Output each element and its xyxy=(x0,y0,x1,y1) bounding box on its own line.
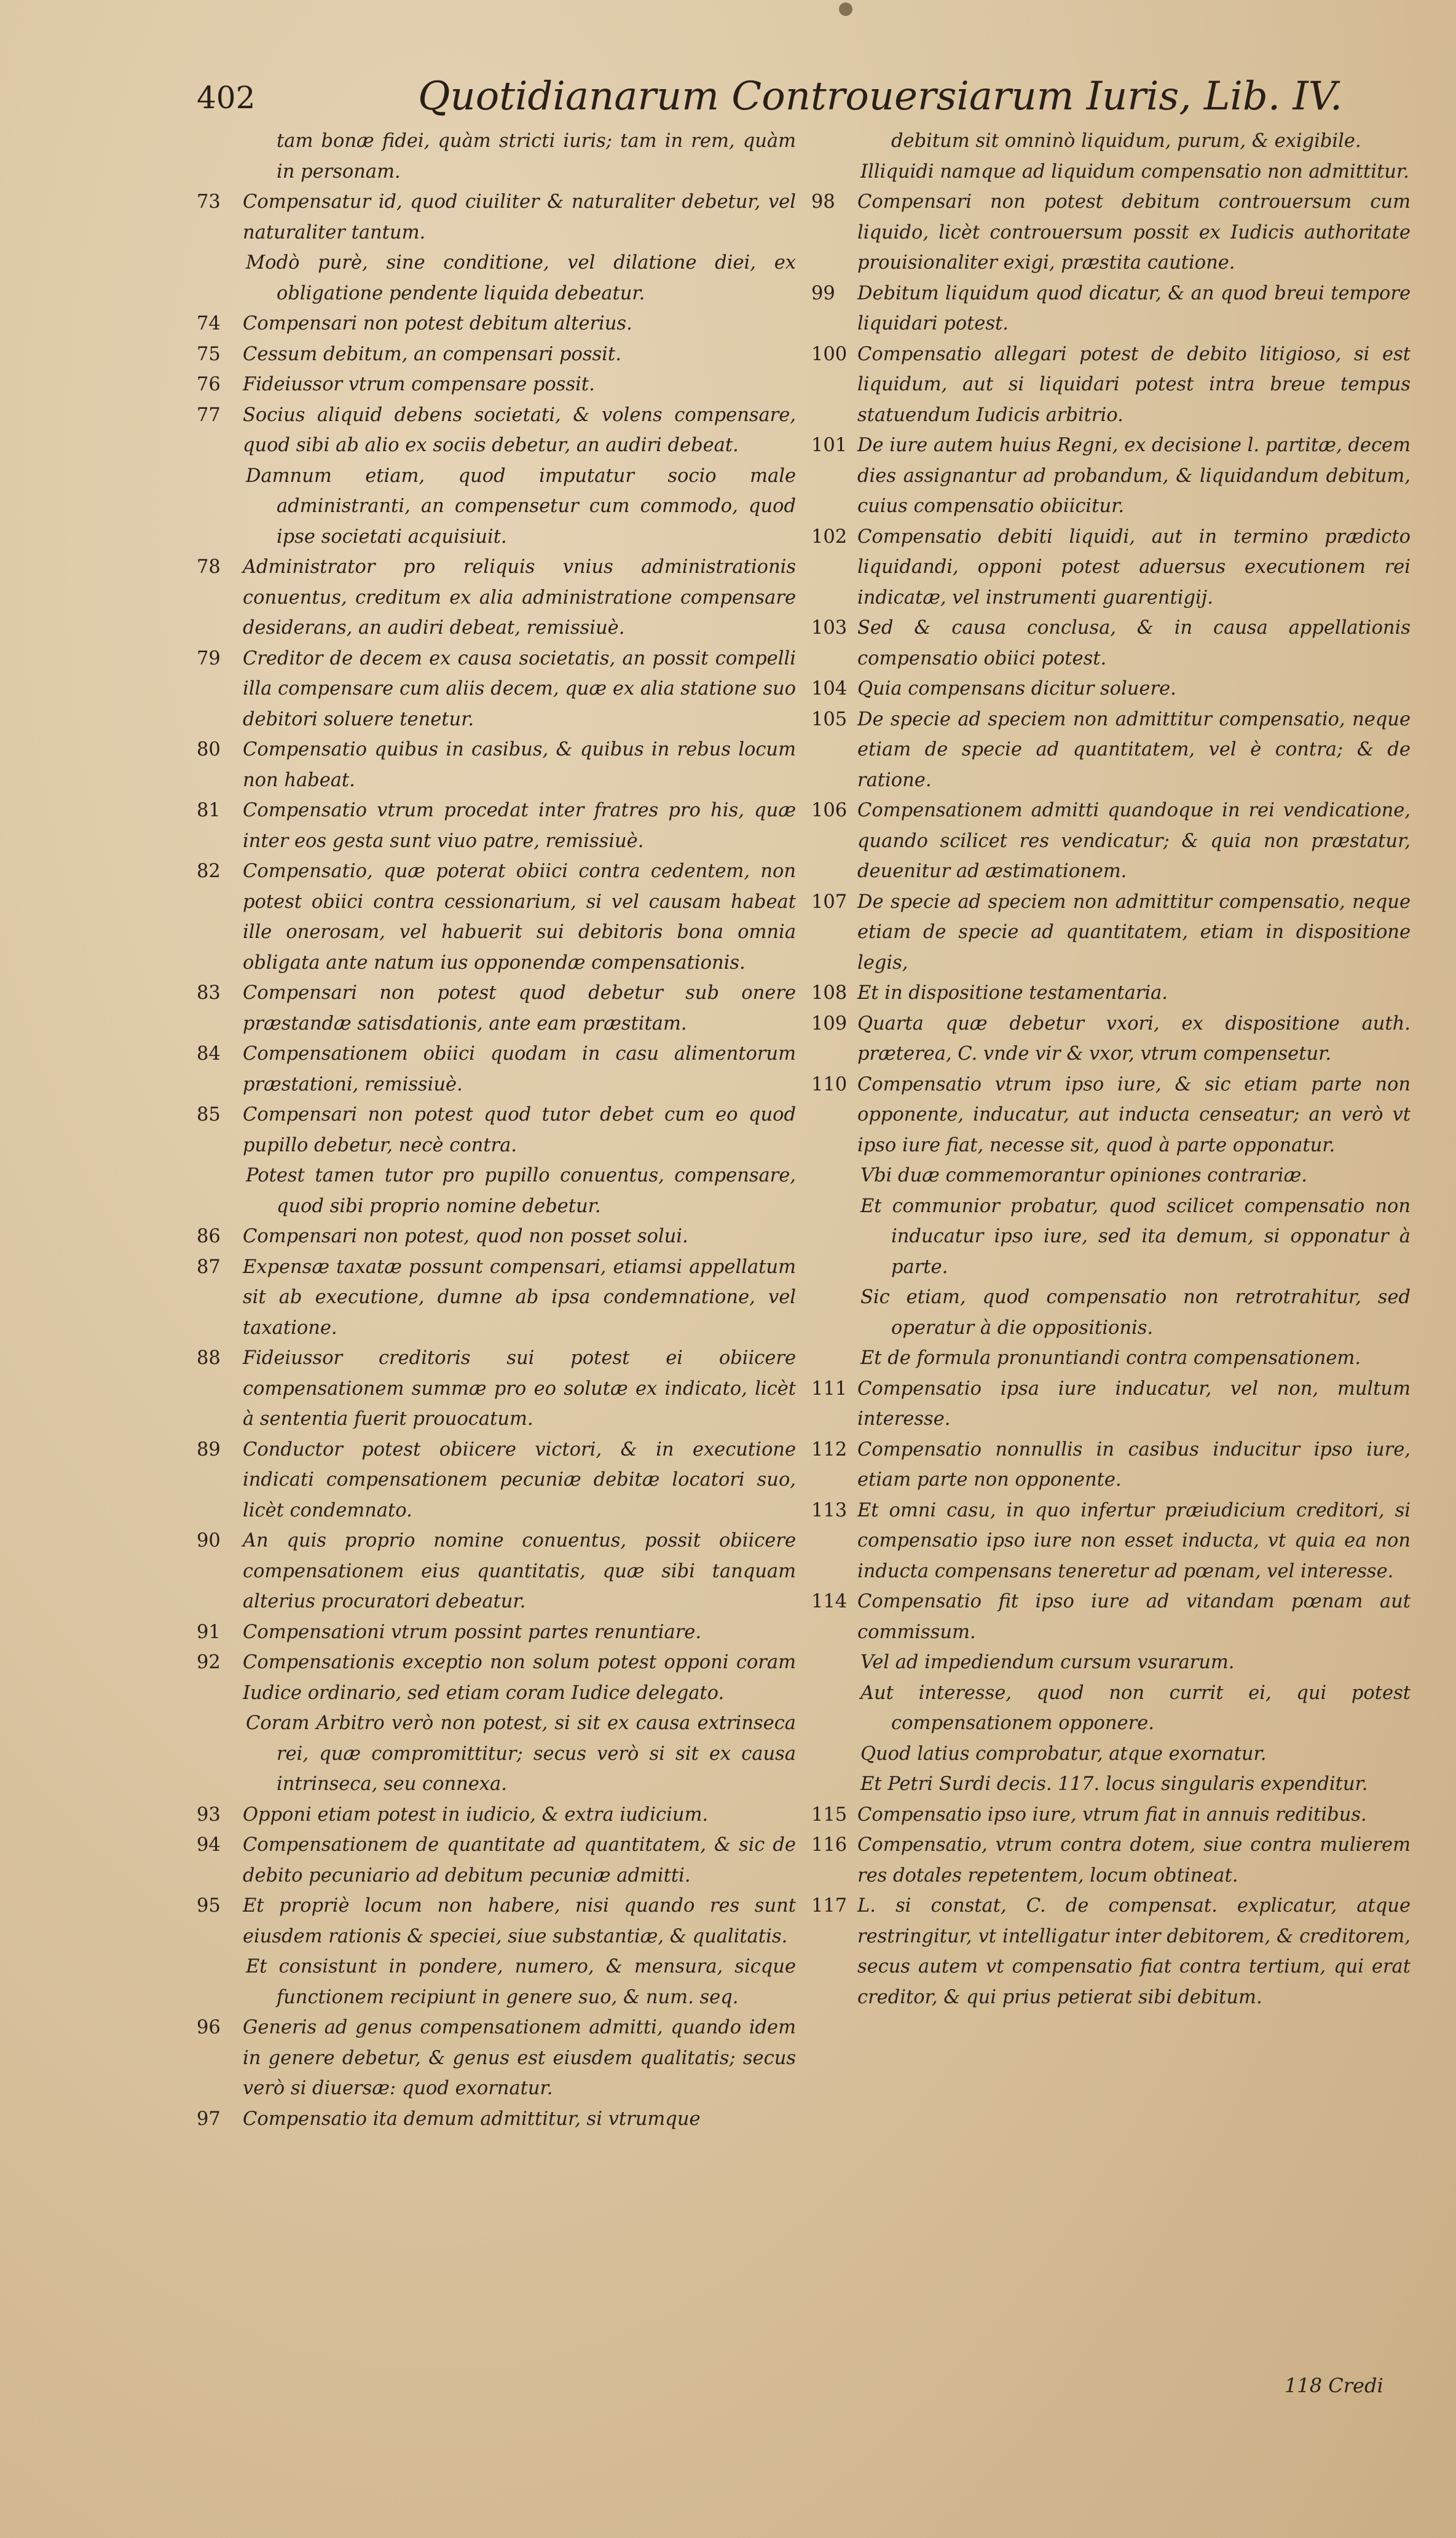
summary-subentry: Et Petri Surdi decis. 117. locus singularis expenditur. xyxy=(860,1773,1368,1795)
entry-text: Compensatio nonnullis in casibus inducitur ipso iure, etiam parte non opponente. xyxy=(857,1438,1411,1491)
summary-entry xyxy=(197,339,796,370)
entry-number: 83 xyxy=(197,982,221,1004)
summary-entry xyxy=(811,978,1411,1009)
summary-entry xyxy=(811,339,1411,431)
summary-entry xyxy=(197,856,796,978)
left-column xyxy=(197,126,796,2134)
entry-number: 91 xyxy=(197,1621,221,1643)
entry-number: 115 xyxy=(811,1803,848,1826)
summary-entry xyxy=(811,1496,1411,1587)
entry-text: De specie ad speciem non admittitur compensatio, neque etiam de specie ad quantitatem, vel è contra; & de ratione. xyxy=(857,708,1411,791)
entry-number: 101 xyxy=(811,435,848,456)
summary-subentry: Quod latius comprobatur, atque exornatur. xyxy=(860,1743,1267,1765)
summary-entry xyxy=(197,400,796,461)
entry-text: Compensari non potest quod debetur sub onere præstandæ satisdationis, ante eam præstitam. xyxy=(243,982,796,1035)
ink-blot xyxy=(839,2,852,16)
entry-text: Compensationem de quantitate ad quantitatem, & sic de debito pecuniario ad debitum pecuniæ admitti. xyxy=(243,1834,796,1886)
entry-text: Compensari non potest quod tutor debet cum eo quod pupillo debetur, necè contra. xyxy=(243,1104,796,1156)
entry-text: Compensatio debiti liquidi, aut in termino prædicto liquidandi, opponi potest aduersus executionem rei indicatæ, vel instrumenti guarentigij. xyxy=(857,526,1411,609)
entry-text: An quis proprio nomine conuentus, possit obiicere compensationem eius quantitatis, quæ sibi tanquam alterius procuratori debeatur. xyxy=(243,1530,796,1612)
summary-entry xyxy=(197,1800,796,1831)
entry-text: Quarta quæ debetur vxori, ex dispositione auth. præterea, C. vnde vir & vxor, vtrum compensetur. xyxy=(857,1012,1411,1065)
entry-text: Compensationi vtrum possint partes renuntiare. xyxy=(243,1621,702,1643)
summary-entry xyxy=(197,1039,796,1100)
summary-entry xyxy=(197,1252,796,1344)
summary-entry xyxy=(811,613,1411,674)
summary-entry xyxy=(811,522,1411,613)
entry-number: 94 xyxy=(197,1834,221,1856)
entry-number: 78 xyxy=(197,556,221,578)
summary-list xyxy=(811,157,1411,2013)
entry-text: Compensatur id, quod ciuiliter & naturaliter debetur, vel naturaliter tantum. xyxy=(243,191,796,243)
entry-text: L. si constat, C. de compensat. explicatur, atque restringitur, vt intelligatur inter debitorem, & creditorem, secus autem vt compensatio fiat contra tertium, qui erat creditor, & qui prius petierat sibi debitum. xyxy=(857,1895,1411,2008)
entry-text: Generis ad genus compensationem admitti, quando idem in genere debetur, & genus est eiusdem qualitatis; secus verò si diuersæ: quod exornatur. xyxy=(243,2017,796,2099)
entry-number: 84 xyxy=(197,1043,221,1065)
summary-entry xyxy=(811,1891,1411,2012)
summary-entry xyxy=(197,1221,796,1252)
entry-number: 103 xyxy=(811,617,848,639)
entry-text: Compensatio ipso iure, vtrum fiat in annuis reditibus. xyxy=(857,1803,1367,1826)
entry-number: 82 xyxy=(197,861,221,882)
summary-entry xyxy=(811,1374,1411,1435)
entry-text: Compensationem admitti quandoque in rei vendicatione, quando scilicet res vendicatur; & quia non præstatur, deuenitur ad æstimationem. xyxy=(857,800,1411,882)
summary-entry xyxy=(197,978,796,1039)
entry-text: Opponi etiam potest in iudicio, & extra iudicium. xyxy=(243,1803,709,1826)
entry-number: 89 xyxy=(197,1438,221,1460)
entry-text: Compensatio quibus in casibus, & quibus in rebus locum non habeat. xyxy=(243,739,796,791)
summary-subentry: Potest tamen tutor pro pupillo conuentus, compensare, quod sibi proprio nomine debetur. xyxy=(246,1165,796,1217)
summary-entry xyxy=(197,1435,796,1526)
entry-text: Compensatio ipsa iure inducatur, vel non, multum interesse. xyxy=(857,1377,1411,1430)
summary-subentry: Aut interesse, quod non currit ei, qui potest compensationem opponere. xyxy=(860,1682,1411,1734)
entry-number: 74 xyxy=(197,313,221,334)
running-title: Quotidianarum Controuersiarum Iuris, Lib. IV. xyxy=(418,74,1343,119)
entry-text: Socius aliquid debens societati, & volens compensare, quod sibi ab alio ex sociis debetur, an audiri debeat. xyxy=(243,404,796,456)
entry-text: Et in dispositione testamentaria. xyxy=(857,982,1168,1004)
entry-number: 90 xyxy=(197,1530,221,1551)
entry-text: Fideiussor creditoris sui potest ei obiicere compensationem summæ pro eo solutæ ex indicato, licèt à sententia fuerit prouocatum. xyxy=(243,1347,796,1430)
summary-entry xyxy=(197,2104,796,2135)
entry-number: 107 xyxy=(811,891,848,913)
summary-subentry: Vel ad impediendum cursum vsurarum. xyxy=(860,1652,1235,1673)
entry-text: Compensationem obiici quodam in casu alimentorum præstationi, remissiuè. xyxy=(243,1043,796,1095)
running-header xyxy=(197,74,1414,129)
summary-entry xyxy=(197,1343,796,1435)
entry-text: Compensari non potest debitum alterius. xyxy=(243,313,632,334)
entry-number: 79 xyxy=(197,647,221,669)
entry-text: Compensatio vtrum ipso iure, & sic etiam parte non opponente, inducatur, aut inducta censeatur; an verò vt ipso iure fiat, necesse sit, quod à parte opponatur. xyxy=(857,1073,1411,1156)
entry-text: Compensatio ita demum admittitur, si vtrumque xyxy=(243,2108,701,2130)
entry-number: 86 xyxy=(197,1226,221,1247)
summary-entry xyxy=(197,1647,796,1708)
entry-text: Administrator pro reliquis vnius administrationis conuentus, creditum ex alia administratione compensare desiderans, an audiri debeat, remissiuè. xyxy=(243,556,796,639)
summary-subentry: Et consistunt in pondere, numero, & mensura, sicque functionem recipiunt in genere suo, & num. seq. xyxy=(246,1956,796,2008)
page-number: 402 xyxy=(197,80,256,116)
continuation-text: tam bonæ fidei, quàm stricti iuris; tam in rem, quàm in personam. xyxy=(277,130,796,183)
entry-text: Cessum debitum, an compensari possit. xyxy=(243,343,621,365)
summary-subentry: Damnum etiam, quod imputatur socio male administranti, an compensetur cum commodo, quod ipse societati acquisiuit. xyxy=(246,465,796,548)
entry-text: Compensari non potest, quod non posset solui. xyxy=(243,1226,688,1247)
entry-number: 111 xyxy=(811,1377,848,1400)
entry-number: 97 xyxy=(197,2108,221,2130)
entry-number: 93 xyxy=(197,1803,221,1826)
summary-entry xyxy=(197,369,796,400)
summary-subentry: Et de formula pronuntiandi contra compensationem. xyxy=(860,1347,1361,1369)
entry-text: Compensatio, vtrum contra dotem, siue contra mulierem res dotales repetentem, locum obtineat. xyxy=(857,1834,1411,1886)
summary-entry xyxy=(811,1435,1411,1496)
entry-number: 73 xyxy=(197,191,221,213)
entry-number: 88 xyxy=(197,1347,221,1369)
entry-text: Creditor de decem ex causa societatis, an possit compelli illa compensare cum aliis decem, quæ ex alia statione suo debitori soluere tenetur. xyxy=(243,647,796,730)
summary-entry xyxy=(197,1617,796,1648)
summary-entry xyxy=(197,1891,796,1952)
entry-text: Compensatio, quæ poterat obiici contra cedentem, non potest obiici contra cessionarium, si vel causam habeat ille onerosam, vel habuerit sui debitoris bona omnia obligata ante natum ius opponendæ compensationis. xyxy=(243,861,796,974)
summary-entry xyxy=(811,1800,1411,1831)
entry-number: 117 xyxy=(811,1895,848,1917)
entry-number: 108 xyxy=(811,982,848,1004)
entry-number: 92 xyxy=(197,1652,221,1673)
summary-subentry: Modò purè, sine conditione, vel dilatione diei, ex obligatione pendente liquida debeatur. xyxy=(246,252,796,304)
entry-text: Expensæ taxatæ possunt compensari, etiamsi appellatum sit ab executione, dumne ab ipsa condemnatione, vel taxatione. xyxy=(243,1256,796,1339)
summary-entry xyxy=(197,1830,796,1891)
summary-subentry: Vbi duæ commemorantur opiniones contrariæ. xyxy=(860,1165,1307,1186)
summary-entry xyxy=(197,795,796,856)
summary-entry xyxy=(811,795,1411,887)
summary-list xyxy=(197,187,796,2134)
summary-entry xyxy=(197,309,796,339)
entry-text: Et propriè locum non habere, nisi quando res sunt eiusdem rationis & speciei, siue substantiæ, & qualitatis. xyxy=(243,1895,796,1947)
entry-number: 110 xyxy=(811,1073,848,1095)
summary-entry xyxy=(197,644,796,735)
entry-text: Fideiussor vtrum compensare possit. xyxy=(243,374,595,395)
summary-entry xyxy=(811,430,1411,522)
entry-text: Compensatio vtrum procedat inter fratres pro his, quæ inter eos gesta sunt viuo patre, remissiuè. xyxy=(243,800,796,852)
entry-number: 75 xyxy=(197,343,221,365)
entry-number: 87 xyxy=(197,1256,221,1278)
summary-subentry: Coram Arbitro verò non potest, si sit ex causa extrinseca rei, quæ compromittitur; secus verò si sit ex causa intrinseca, seu connexa. xyxy=(246,1712,796,1795)
summary-entry xyxy=(811,887,1411,979)
entry-number: 105 xyxy=(811,708,848,730)
entry-text: Et omni casu, in quo infertur præiudicium creditori, si compensatio ipso iure non esset inducta, vt quia ea non inducta compensans teneretur ad pœnam, vel interesse. xyxy=(857,1499,1411,1582)
entry-text: Compensationis exceptio non solum potest opponi coram Iudice ordinario, sed etiam coram Iudice delegato. xyxy=(243,1652,796,1704)
summary-entry xyxy=(197,735,796,795)
right-column xyxy=(811,126,1411,2012)
summary-entry xyxy=(811,1070,1411,1161)
summary-entry xyxy=(811,278,1411,339)
entry-text: Debitum liquidum quod dicatur, & an quod breui tempore liquidari potest. xyxy=(857,282,1411,334)
entry-number: 81 xyxy=(197,800,221,821)
entry-text: Quia compensans dicitur soluere. xyxy=(857,678,1176,700)
entry-number: 95 xyxy=(197,1895,221,1917)
entry-number: 98 xyxy=(811,191,835,213)
summary-entry xyxy=(197,1100,796,1161)
entry-number: 80 xyxy=(197,739,221,760)
entry-text: Compensatio fit ipso iure ad vitandam pœnam aut commissum. xyxy=(857,1591,1411,1643)
summary-entry xyxy=(197,552,796,644)
entry-number: 106 xyxy=(811,800,848,821)
summary-entry xyxy=(197,2012,796,2104)
entry-number: 99 xyxy=(811,282,835,304)
summary-entry xyxy=(811,1830,1411,1891)
entry-text: Compensatio allegari potest de debito litigioso, si est liquidum, aut si liquidari potest intra breue tempus statuendum Iudicis arbitrio. xyxy=(857,343,1411,426)
entry-number: 77 xyxy=(197,404,221,426)
entry-text: De iure autem huius Regni, ex decisione l. partitæ, decem dies assignantur ad probandum, & liquidandum debitum, cuius compensatio obiicitur. xyxy=(857,435,1411,517)
summary-subentry: Et communior probatur, quod scilicet compensatio non inducatur ipso iure, sed ita demum, si opponatur à parte. xyxy=(860,1195,1411,1278)
entry-text: Compensari non potest debitum controuersum cum liquido, licèt controuersum possit ex Iudicis authoritate prouisionaliter exigi, præstita cautione. xyxy=(857,191,1411,274)
entry-number: 96 xyxy=(197,2017,221,2038)
entry-number: 109 xyxy=(811,1012,848,1035)
entry-text: Conductor potest obiicere victori, & in executione indicati compensationem pecuniæ debitæ locatori suo, licèt condemnato. xyxy=(243,1438,796,1521)
summary-entry xyxy=(197,187,796,248)
entry-number: 76 xyxy=(197,374,221,395)
summary-entry xyxy=(811,1009,1411,1070)
entry-number: 102 xyxy=(811,526,848,548)
summary-entry xyxy=(811,674,1411,704)
entry-text: Sed & causa conclusa, & in causa appellationis compensatio obiici potest. xyxy=(857,617,1411,669)
continuation-text: debitum sit omninò liquidum, purum, & exigibile. xyxy=(891,130,1361,152)
entry-number: 113 xyxy=(811,1499,848,1521)
summary-entry xyxy=(197,1526,796,1617)
summary-subentry: Sic etiam, quod compensatio non retrotrahitur, sed operatur à die oppositionis. xyxy=(860,1287,1411,1339)
entry-number: 100 xyxy=(811,343,848,365)
entry-number: 116 xyxy=(811,1834,848,1856)
entry-text: De specie ad speciem non admittitur compensatio, neque etiam de specie ad quantitatem, etiam in dispositione legis, xyxy=(857,891,1411,974)
catchword: 118 Credi xyxy=(1285,2374,1383,2397)
summary-subentry: Illiquidi namque ad liquidum compensatio non admittitur. xyxy=(860,160,1409,183)
entry-number: 104 xyxy=(811,678,848,700)
summary-entry xyxy=(811,704,1411,796)
entry-number: 85 xyxy=(197,1104,221,1125)
summary-entry xyxy=(811,187,1411,278)
entry-number: 114 xyxy=(811,1591,848,1612)
summary-entry xyxy=(811,1586,1411,1647)
entry-number: 112 xyxy=(811,1438,848,1460)
